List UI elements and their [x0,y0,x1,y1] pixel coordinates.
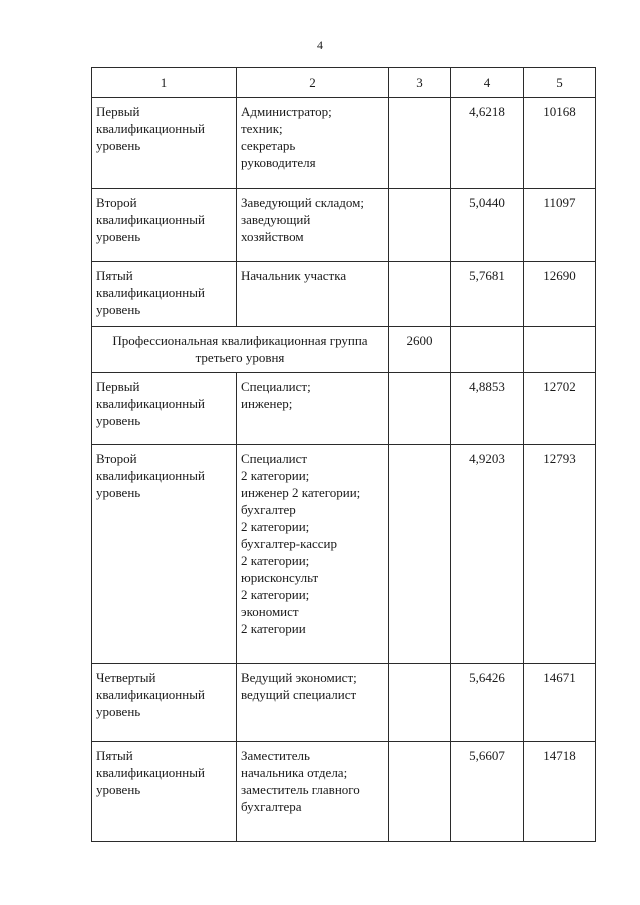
table-row [92,189,596,262]
qualification-level: Второй квалификационный уровень [92,445,237,664]
coefficient: 4,6218 [451,98,524,189]
job-positions: Специалист; инженер; [237,373,389,445]
qualification-level: Первый квалификационный уровень [92,98,237,189]
job-positions: Начальник участка [237,262,389,327]
job-positions: Администратор; техник; секретарь руководителя [237,98,389,189]
coefficient: 5,0440 [451,189,524,262]
salary: 12702 [524,373,596,445]
salary: 12793 [524,445,596,664]
base-salary [389,445,451,664]
qualification-level: Первый квалификационный уровень [92,373,237,445]
salary [524,327,596,373]
base-salary [389,262,451,327]
coefficient [451,327,524,373]
base-salary [389,189,451,262]
job-positions: Заместитель начальника отдела; заместитель главного бухгалтера [237,742,389,842]
salary: 11097 [524,189,596,262]
column-header: 3 [389,68,451,98]
table-row [92,664,596,742]
qualification-level: Второй квалификационный уровень [92,189,237,262]
coefficient: 5,6607 [451,742,524,842]
table-row [92,373,596,445]
base-salary [389,742,451,842]
coefficient: 5,6426 [451,664,524,742]
salary: 12690 [524,262,596,327]
column-header: 5 [524,68,596,98]
column-header: 2 [237,68,389,98]
group-title: Профессиональная квалификационная группа третьего уровня [92,327,389,373]
salary: 14671 [524,664,596,742]
salary: 10168 [524,98,596,189]
column-header: 1 [92,68,237,98]
page-number: 4 [317,38,323,52]
table-row [92,262,596,327]
table-row [92,98,596,189]
base-salary [389,98,451,189]
column-header: 4 [451,68,524,98]
job-positions: Заведующий складом; заведующий хозяйством [237,189,389,262]
coefficient: 4,9203 [451,445,524,664]
coefficient: 5,7681 [451,262,524,327]
job-positions: Ведущий экономист; ведущий специалист [237,664,389,742]
base-salary: 2600 [389,327,451,373]
salary-table [91,67,596,842]
job-positions: Специалист 2 категории; инженер 2 категории; бухгалтер 2 категории; бухгалтер-кассир 2 категории; юрисконсульт 2 категории; экономист 2 категории [237,445,389,664]
table-row [92,742,596,842]
qualification-level: Пятый квалификационный уровень [92,742,237,842]
group-row [92,327,596,373]
qualification-level: Пятый квалификационный уровень [92,262,237,327]
salary: 14718 [524,742,596,842]
qualification-level: Четвертый квалификационный уровень [92,664,237,742]
base-salary [389,373,451,445]
coefficient: 4,8853 [451,373,524,445]
table-row [92,445,596,664]
base-salary [389,664,451,742]
table-header-row [92,68,596,98]
